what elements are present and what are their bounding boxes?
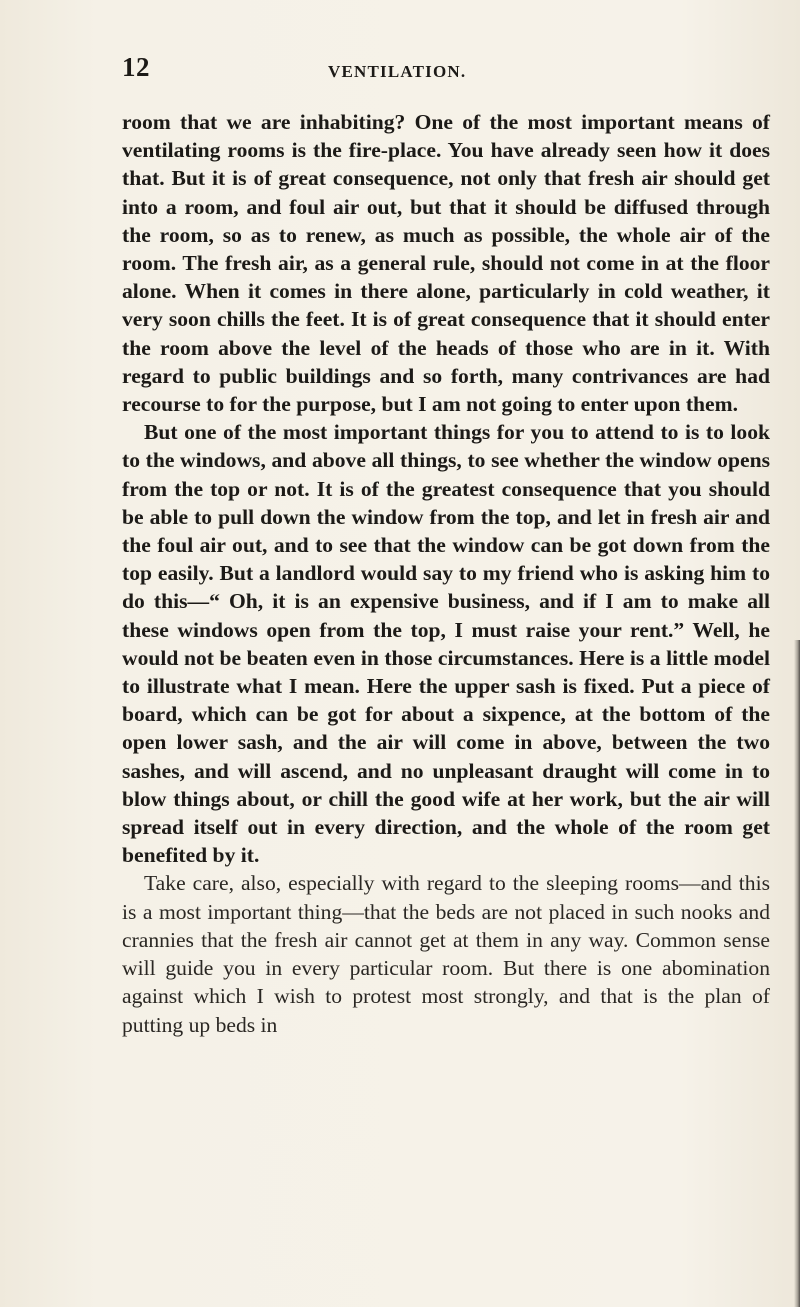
page-edge-shadow	[794, 640, 800, 1307]
page-number: 12	[122, 52, 150, 82]
body-text	[122, 108, 770, 1039]
paragraph-1: room that we are inhabiting? One of the most important means of ventilating rooms is the fire-place. You have already seen how it does that. But it is of great consequence, not only that fresh air should get into a room, and foul air out, but that it should be diffused through the room, so as to renew, as much as possible, the whole air of the room. The fresh air, as a general rule, should not come in at the floor alone. When it comes in there alone, particularly in cold weather, it very soon chills the feet. It is of great consequence that it should enter the room above the level of the heads of those who are in it. With regard to public buildings and so forth, many contrivances are had recourse to for the purpose, but I am not going to enter upon them.	[122, 110, 770, 417]
page-header	[0, 52, 800, 92]
paragraph-2: But one of the most important things for you to attend to is to look to the windows, and above all things, to see whether the window opens from the top or not. It is of the greatest consequence that you should be able to pull down the window from the top, and let in fresh air and the foul air out, and to see that the window can be got down from the top easily. But a landlord would say to my friend who is asking him to do this—“ Oh, it is an expensive business, and if I am to make all these windows open from the top, I must raise your rent.” Well, he would not be beaten even in those circumstances. Here is a little model to illustrate what I mean. Here the upper sash is fixed. Put a piece of board, which can be got for about a sixpence, at the bottom of the open lower sash, and the air will come in above, between the two sashes, and will ascend, and no unpleasant draught will come in to blow things about, or chill the good wife at her work, but the air will spread itself out in every direction, and the whole of the room get benefited by it.	[122, 420, 770, 868]
running-head: VENTILATION.	[328, 62, 467, 81]
paragraph-3: Take care, also, especially with regard to the sleeping rooms—and this is a most important thing—that the beds are not placed in such nooks and crannies that the fresh air cannot get at them in any way. Common sense will guide you in every particular room. But there is one abomination against which I wish to protest most strongly, and that is the plan of putting up beds in	[122, 871, 770, 1037]
